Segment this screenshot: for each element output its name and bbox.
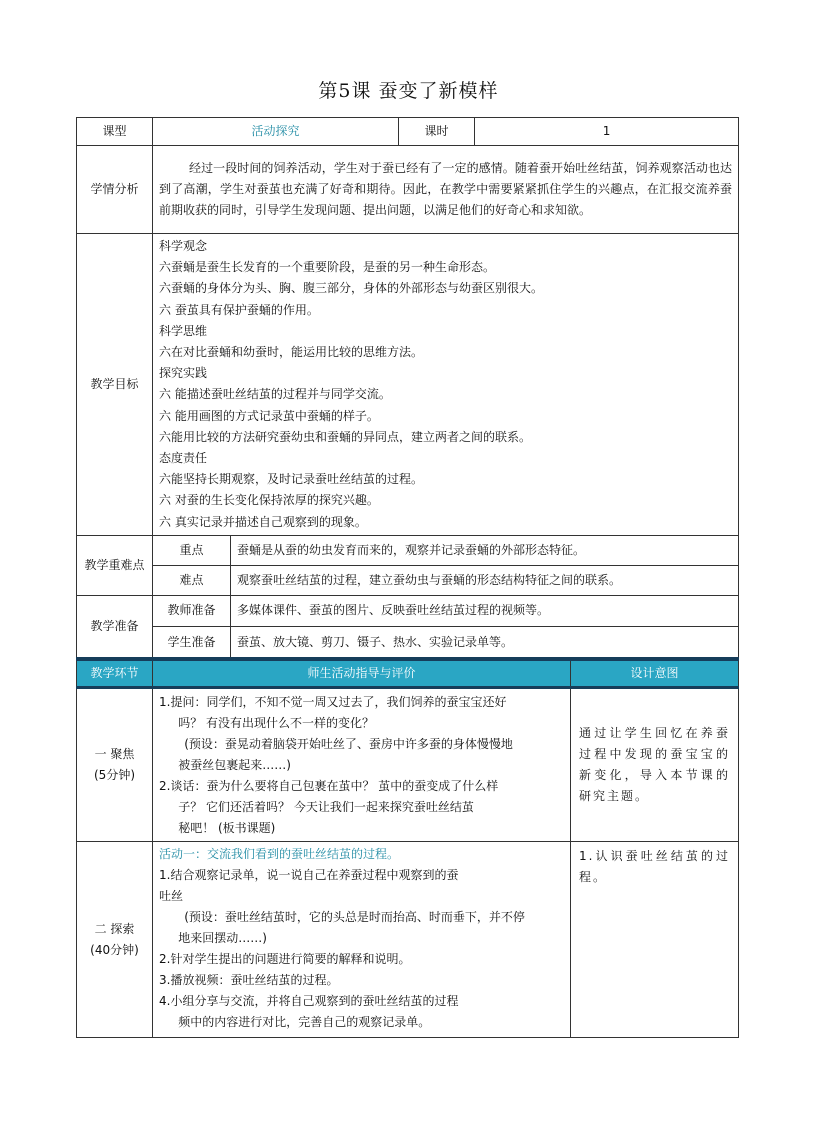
goal-line: 科学观念 <box>159 239 208 253</box>
activity-line: 1.结合观察记录单，说一说自己在养蚕过程中观察到的蚕 <box>159 868 459 883</box>
goal-line: 六 蚕茧具有保护蚕蛹的作用。 <box>159 302 319 317</box>
hours-label: 课时 <box>399 118 475 146</box>
section2-stage <box>77 842 153 1038</box>
goal-line: 科学思维 <box>159 323 208 338</box>
hours-value: 1 <box>475 118 739 146</box>
header-stage: 教学环节 <box>77 659 153 688</box>
page-title: 第5课 蚕变了新模样 <box>318 80 499 102</box>
activity-line: 频中的内容进行对比，完善自己的观察记录单。 <box>178 1015 431 1030</box>
stage-name: 一 聚焦 <box>94 747 135 762</box>
goal-line: 六能用比较的方法研究蚕幼虫和蚕蛹的异同点，建立两者之间的联系。 <box>159 429 532 444</box>
difficulty-text: 观察蚕吐丝结茧的过程，建立蚕幼虫与蚕蛹的形态结构特征之间的联系。 <box>231 565 739 595</box>
header-activity: 师生活动指导与评价 <box>153 659 571 688</box>
teacher-prep-row <box>77 595 739 626</box>
goal-line: 六蚕蛹是蚕生长发育的一个重要阶段，是蚕的另一种生命形态。 <box>159 260 496 275</box>
activity-line: 秘吧！ (板书课题) <box>178 820 276 835</box>
goal-line: 六 能用画图的方式记录茧中蚕蛹的样子。 <box>159 408 379 423</box>
goals-row <box>77 234 739 536</box>
stage-name: 二 探索 <box>94 921 135 936</box>
section1-intent: 通过让学生回忆在养蚕过程中发现的蚕宝宝的新变化，导入本节课的研究主题。 <box>571 688 739 842</box>
section1-stage <box>77 688 153 842</box>
teacher-prep-text: 多媒体课件、蚕茧的图片、反映蚕吐丝结茧过程的视频等。 <box>231 595 739 626</box>
goal-line: 探究实践 <box>159 366 208 381</box>
activity-line: 3.播放视频：蚕吐丝结茧的过程。 <box>159 973 339 988</box>
type-label: 课型 <box>77 118 153 146</box>
header-intent: 设计意图 <box>571 659 739 688</box>
activity-line: 被蚕丝包裹起来……) <box>178 757 291 772</box>
teacher-prep-label: 教师准备 <box>153 595 231 626</box>
goal-line: 六 能描述蚕吐丝结茧的过程并与同学交流。 <box>159 387 391 402</box>
goals-content <box>153 234 739 536</box>
student-prep-row <box>77 626 739 659</box>
analysis-text: 经过一段时间的饲养活动，学生对于蚕已经有了一定的感情。随着蚕开始吐丝结茧，饲养观察活动也达到了高潮，学生对蚕茧也充满了好奇和期待。因此，在教学中需要紧紧抓住学生的兴趣点，在汇报交流养蚕前期收获的同时，引导学生发现问题、提出问题，以满足他们的好奇心和求知欲。 <box>153 146 739 234</box>
lesson-plan-table <box>76 117 739 1038</box>
activity-line: 子？ 它们还活着吗？ 今天让我们一起来探究蚕吐丝结茧 <box>178 799 474 814</box>
activity-line: 4.小组分享与交流，并将自己观察到的蚕吐丝结茧的过程 <box>159 994 459 1009</box>
type-value: 活动探究 <box>153 118 399 146</box>
activity-line: 2.谈话：蚕为什么要将自己包裹在茧中？ 茧中的蚕变成了什么样 <box>159 778 499 793</box>
goal-line: 六 真实记录并描述自己观察到的现象。 <box>159 514 367 529</box>
goal-line: 六 对蚕的生长变化保持浓厚的探究兴趣。 <box>159 493 379 508</box>
goal-line: 六能坚持长期观察，及时记录蚕吐丝结茧的过程。 <box>159 472 424 487</box>
difficulty-label: 难点 <box>153 565 231 595</box>
goal-line: 六蚕蛹的身体分为头、胸、腹三部分，身体的外部形态与幼蚕区别很大。 <box>159 281 544 296</box>
section1-activities <box>153 688 571 842</box>
stage-time: (40分钟) <box>90 942 139 957</box>
preparation-label: 教学准备 <box>77 595 153 659</box>
section-header-row <box>77 659 739 688</box>
activity-line: 吗？ 有没有出现什么不一样的变化？ <box>178 715 375 730</box>
key-points-label: 教学重难点 <box>77 535 153 595</box>
focus-text: 蚕蛹是从蚕的幼虫发育而来的，观察并记录蚕蛹的外部形态特征。 <box>231 535 739 565</box>
activity-line: (预设：蚕吐丝结茧时，它的头总是时而抬高、时而垂下，并不停 <box>184 910 525 925</box>
difficulty-row <box>77 565 739 595</box>
goal-line: 六在对比蚕蛹和幼蚕时，能运用比较的思维方法。 <box>159 345 424 360</box>
info-row <box>77 118 739 146</box>
activity-line: (预设：蚕晃动着脑袋开始吐丝了、蚕房中许多蚕的身体慢慢地 <box>184 736 513 751</box>
activity-heading: 活动一：交流我们看到的蚕吐丝结茧的过程。 <box>159 847 400 862</box>
section2-row <box>77 842 739 1038</box>
student-prep-text: 蚕茧、放大镜、剪刀、镊子、热水、实验记录单等。 <box>231 626 739 659</box>
analysis-label: 学情分析 <box>77 146 153 234</box>
activity-line: 1.提问：同学们，不知不觉一周又过去了，我们饲养的蚕宝宝还好 <box>159 694 507 709</box>
focus-label: 重点 <box>153 535 231 565</box>
activity-line: 吐丝 <box>159 889 184 904</box>
focus-row <box>77 535 739 565</box>
goals-label: 教学目标 <box>77 234 153 536</box>
activity-line: 地来回摆动……) <box>178 931 267 946</box>
stage-time: (5分钟) <box>94 768 135 783</box>
section2-activities <box>153 842 571 1038</box>
activity-line: 2.针对学生提出的问题进行简要的解释和说明。 <box>159 952 411 967</box>
goal-line: 态度责任 <box>159 451 208 466</box>
student-prep-label: 学生准备 <box>153 626 231 659</box>
section2-intent: 1.认识蚕吐丝结茧的过程。 <box>571 842 739 1038</box>
analysis-row <box>77 146 739 234</box>
section1-row <box>77 688 739 842</box>
